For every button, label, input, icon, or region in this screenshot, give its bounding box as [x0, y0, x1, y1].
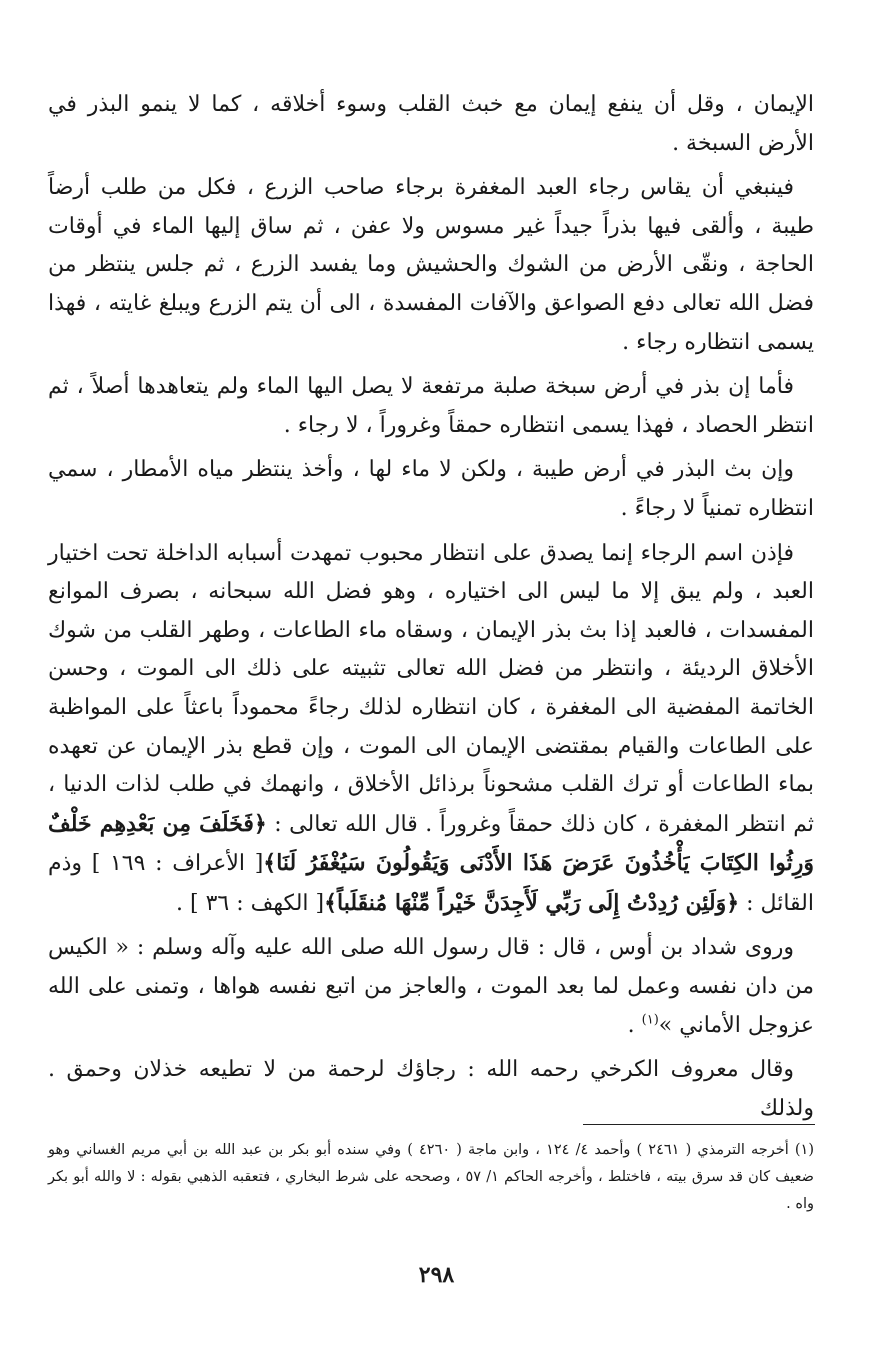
quote2-intro: وذم القائل :: [48, 851, 814, 916]
footnote-text: أخرجه الترمذي ( ٢٤٦١ ) وأحمد ٤/ ١٢٤ ، وابن ماجة ( ٤٢٦٠ ) وفي سنده أبو بكر بن عبد الله بن أبي مريم الغساني وهو ضعيف كان قد سرق بيته ، فاختلط ، وأخرجه الحاكم ١/ ٥٧ ، وصححه على شرط البخاري ، فتعقبه الذهبي بقوله : لا والله أبو بكر واه .: [48, 1142, 814, 1212]
quote1-intro: قال الله تعالى :: [274, 811, 418, 837]
footnotes: [48, 1137, 814, 1218]
main-text: [48, 86, 814, 1134]
footnote-number: (١): [794, 1142, 815, 1158]
footnote-mark: (١): [641, 1012, 659, 1028]
paragraph-4: وإن بث البذر في أرض طيبة ، ولكن لا ماء لها ، وأخذ ينتظر مياه الأمطار ، سمي انتظاره تمنياً لا رجاءً .: [48, 457, 814, 521]
paragraph-2: فينبغي أن يقاس رجاء العبد المغفرة برجاء صاحب الزرع ، فكل من طلب أرضاً طيبة ، وألقى فيها بذراً جيداً غير مسوس ولا عفن ، ثم ساق إليها الماء في أوقات الحاجة ، ونقّى الأرض من الشوك والحشيش وما يفسد الزرع ، ثم جلس ينتظر من فضل الله تعالى دفع الصواعق والآفات المفسدة ، الى أن يتم الزرع ويبلغ غايته ، فهذا يسمى انتظاره رجاء .: [48, 175, 814, 355]
quran-ref-araf: [ الأعراف : ١٦٩ ]: [91, 851, 264, 877]
footnote-1: [48, 1137, 814, 1218]
last-paragraph: وقال معروف الكرخي رحمه الله : رجاؤك لرحمة من لا تطيعه خذلان وحمق . ولذلك: [48, 1057, 814, 1121]
footnote-divider: [583, 1124, 815, 1125]
paragraph-1: الإيمان ، وقل أن ينفع إيمان مع خبث القلب وسوء أخلاقه ، كما لا ينمو البذر في الأرض السبخة .: [48, 92, 814, 156]
paragraph-5-text: فإذن اسم الرجاء إنما يصدق على انتظار محبوب تمهدت أسبابه الداخلة تحت اختيار العبد ، ولم يبق إلا ما ليس الى اختياره ، وهو فضل الله سبحانه ، بصرف الموانع المفسدات ، فالعبد إذا بث بذر الإيمان ، وسقاه ماء الطاعات ، وطهر القلب من شوك الأخلاق الرديئة ، وانتظر من فضل الله تعالى تثبيته على ذلك الى الموت ، وحسن الخاتمة المفضية الى المغفرة ، كان انتظاره لذلك رجاءً محموداً باعثاً على المواظبة على الطاعات والقيام بمقتضى الإيمان الى الموت ، وإن قطع بذر الإيمان عن تعهده بماء الطاعات أو ترك القلب مشحوناً برذائل الأخلاق ، وانهمك في طلب لذات الدنيا ، ثم انتظر المغفرة ، كان ذلك حمقاً وغروراً .: [48, 540, 815, 837]
paragraph-5: [48, 535, 814, 924]
quran-ref-kahf: [ الكهف : ٣٦ ] .: [176, 890, 325, 916]
page-number: ٢٩٨: [418, 1262, 455, 1288]
hadith-paragraph: [48, 929, 814, 1045]
hadith-end: .: [627, 1012, 642, 1038]
quran-verse-kahf: ﴿وَلَئِن رُدِدْتُ إِلَى رَبِّي لَأَجِدَنَّ خَيْراً مِّنْهَا مُنقَلَباً﴾: [324, 889, 740, 916]
hadith-text: وروى شداد بن أوس ، قال : قال رسول الله صلى الله عليه وآله وسلم : « الكيس من دان نفسه وعمل لما بعد الموت ، والعاجز من اتبع نفسه هواها ، وتمنى على الله عزوجل الأماني »: [48, 935, 814, 1038]
quran-verse-araf: ﴿فَخَلَفَ مِن بَعْدِهِم خَلْفٌ وَرِثُوا الكِتَابَ يَأْخُذُونَ عَرَضَ هَذَا الأَدْنَى وَيَقُولُونَ سَيُغْفَرُ لَنَا﴾: [48, 810, 814, 877]
paragraph-3: فأما إن بذر في أرض سبخة صلبة مرتفعة لا يصل اليها الماء ولم يتعاهدها أصلاً ، ثم انتظر الحصاد ، فهذا يسمى انتظاره حمقاً وغروراً ، لا رجاء .: [48, 374, 814, 438]
